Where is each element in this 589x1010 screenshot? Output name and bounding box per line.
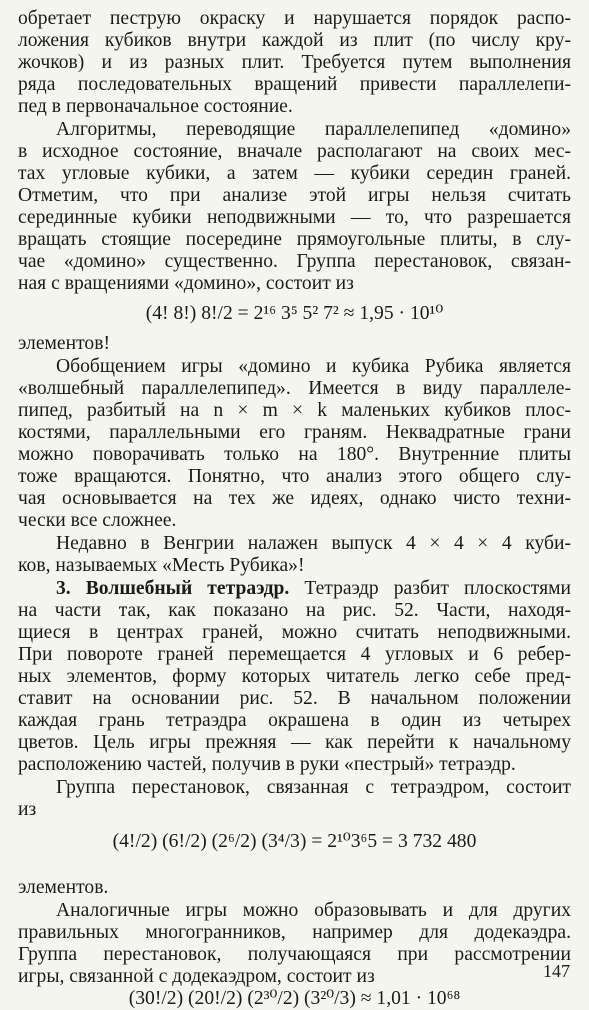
text-line: правильных многогранников, например для додекаэдра. bbox=[18, 922, 571, 943]
text-line: пед в первоначальное состояние. bbox=[18, 96, 293, 117]
text-line: Недавно в Венгрии налажен выпуск 4 × 4 × 4 куби- bbox=[56, 533, 571, 554]
text-line: тах угловые кубики, а затем — кубики середин граней. bbox=[18, 163, 571, 184]
text-line: При повороте граней перемещается 4 угловых и 6 ребер- bbox=[18, 644, 571, 665]
text-line: пипед, разбитый на n × m × k маленьких кубиков плос- bbox=[18, 400, 571, 421]
text-line: Аналогичные игры можно образовывать и для других bbox=[56, 900, 571, 921]
page-number: 147 bbox=[543, 961, 570, 981]
text-line: Группа перестановок, получающаяся при рассмотрении bbox=[18, 944, 571, 965]
text-line: ных элементов, форму которых читатель легко себе пред- bbox=[18, 666, 571, 687]
text-line: Тетраэдр разбит плоскостями bbox=[304, 578, 571, 599]
text-line: костями, параллельными его граням. Неквадратные грани bbox=[18, 422, 571, 443]
text-line: тоже вращаются. Понятно, что анализ этого общего слу- bbox=[18, 466, 571, 487]
text-line: чае «домино» существенно. Группа перестановок, связан- bbox=[18, 251, 571, 272]
text-line: вращать стоящие посередине прямоугольные плиты, в слу- bbox=[18, 229, 571, 250]
formula-tetrahedron: (4!/2) (6!/2) (2⁶/2) (3⁴/3) = 2¹⁰3⁶5 = 3 732 480 bbox=[112, 831, 477, 852]
text-line: ков, называемых «Месть Рубика»! bbox=[18, 555, 305, 576]
text-line: элементов. bbox=[18, 877, 109, 898]
section-heading-line bbox=[56, 578, 571, 600]
section-heading: 3. Волшебный тетраэдр. bbox=[56, 578, 290, 599]
text-line: жочков) и из разных плит. Требуется путем выполнения bbox=[18, 52, 571, 73]
text-line: щиеся в центрах граней, можно считать неподвижными. bbox=[18, 622, 571, 643]
text-line: цветов. Цель игры прежняя — как перейти к начальному bbox=[18, 732, 571, 753]
text-line: каждая грань тетраэдра окрашена в один из четырех bbox=[18, 710, 571, 731]
text-line: ряда последовательных вращений привести параллелепи- bbox=[18, 74, 571, 95]
text-line: Группа перестановок, связанная с тетраэдром, состоит bbox=[56, 777, 571, 798]
text-line: чески все сложнее. bbox=[18, 510, 177, 531]
text-line: Отметим, что при анализе этой игры нельзя считать bbox=[18, 185, 571, 206]
text-line: элементов! bbox=[18, 333, 110, 354]
text-line: ложения кубиков внутри каждой из плит (по числу кру- bbox=[18, 30, 571, 51]
text-line: Алгоритмы, переводящие параллелепипед «домино» bbox=[56, 119, 571, 140]
text-line: серединные кубики неподвижными — то, что разрешается bbox=[18, 207, 571, 228]
text-line: чая основывается на тех же идеях, однако чисто техни- bbox=[18, 488, 571, 509]
text-line: в исходное состояние, вначале располагают на своих мес- bbox=[18, 141, 571, 162]
text-line: ставит на основании рис. 52. В начальном положении bbox=[18, 688, 571, 709]
text-line: из bbox=[18, 799, 37, 820]
text-line: ная с вращениями «домино», состоит из bbox=[18, 273, 354, 294]
text-line: обретает пеструю окраску и нарушается порядок распо- bbox=[18, 8, 571, 29]
text-line: игры, связанной с додекаэдром, состоит из bbox=[18, 966, 375, 987]
text-line: можно поворачивать только на 180°. Внутренние плиты bbox=[18, 444, 571, 465]
formula-domino: (4! 8!) 8!/2 = 2¹⁶ 3⁵ 5² 7² ≈ 1,95 · 10¹⁰ bbox=[145, 303, 444, 324]
formula-dodecahedron: (30!/2) (20!/2) (2³⁰/2) (3²⁰/3) ≈ 1,01 · 10⁶⁸ bbox=[128, 988, 461, 1009]
text-line: Обобщением игры «домино и кубика Рубика является bbox=[56, 356, 571, 377]
text-line: «волшебный параллелепипед». Имеется в виду параллеле- bbox=[18, 378, 571, 399]
text-line: на части так, как показано на рис. 52. Части, находя- bbox=[18, 600, 571, 621]
text-line: расположению частей, получив в руки «пестрый» тетраэдр. bbox=[18, 754, 516, 775]
